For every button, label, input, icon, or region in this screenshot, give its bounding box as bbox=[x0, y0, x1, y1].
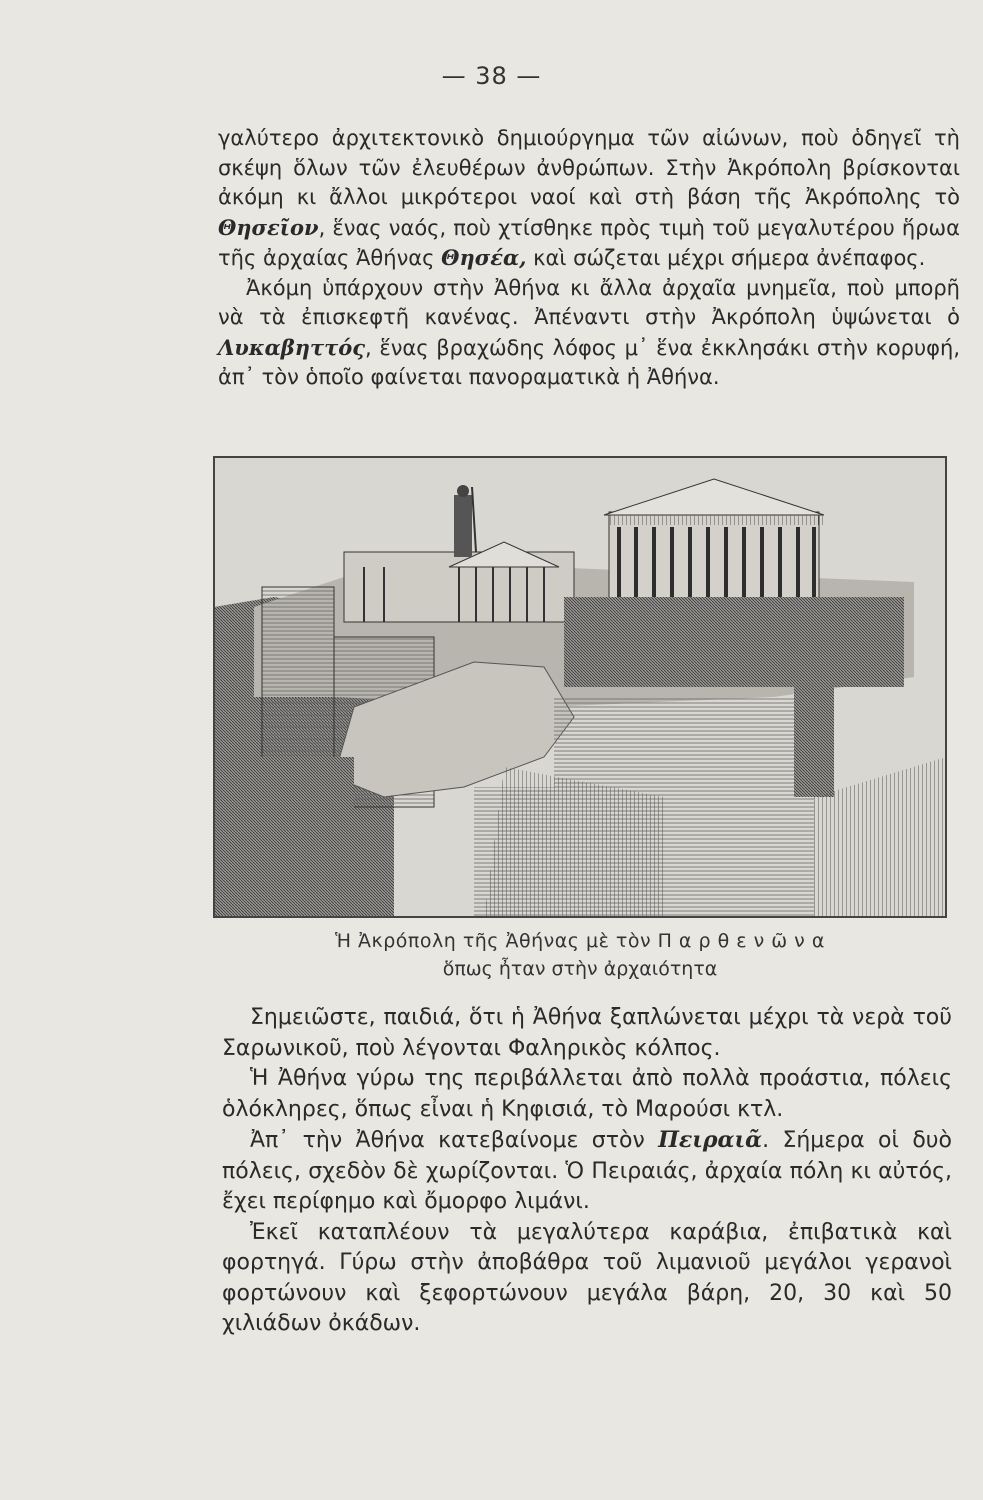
emphasized-term: Θησεῖον bbox=[218, 214, 319, 240]
text-run: Σημειῶστε, παιδιά, ὅτι ἡ Ἀθήνα ξαπλώνεται μέχρι τὰ νερὰ τοῦ Σαρωνικοῦ, ποὺ λέγονται Φαληρικὸς κόλπος. bbox=[222, 1005, 952, 1061]
paragraph bbox=[222, 1064, 952, 1125]
text-run: , ἕνας ναός, ποὺ χτίσθηκε πρὸς τιμὴ τοῦ μεγαλυτέρου ἥρωα τῆς ἀρχαίας Ἀθήνας bbox=[218, 215, 960, 270]
emphasized-term: Θησέα, bbox=[441, 245, 527, 270]
top-text-block bbox=[218, 124, 960, 393]
figure-caption-line2: ὅπως ἦταν στὴν ἀρχαιότητα bbox=[442, 958, 718, 980]
text-run: καὶ σώζεται μέχρι σήμερα ἀνέπαφος. bbox=[526, 246, 926, 270]
text-run: Ἀπ᾿ τὴν Ἀθήνα κατεβαίνομε στὸν bbox=[250, 1128, 659, 1153]
text-run: , ἕνας βραχώδης λόφος μ᾿ ἕνα ἐκκλησάκι στὴν κορυφή, ἀπ᾿ τὸν ὁποῖο φαίνεται πανοραματικὰ ἡ Ἀθήνα. bbox=[218, 335, 960, 389]
acropolis-illustration bbox=[213, 456, 947, 918]
emphasized-term: Λυκαβηττός bbox=[218, 334, 366, 360]
bottom-text-block bbox=[222, 1003, 952, 1340]
page-number: — 38 — bbox=[441, 62, 542, 90]
paragraph bbox=[222, 1218, 952, 1340]
text-run: Ἀκόμη ὑπάρχουν στὴν Ἀθήνα κι ἄλλα ἀρχαῖα μνημεῖα, ποὺ μπορῆ νὰ τὰ ἐπισκεφτῆ κανένας. Ἀπέναντι στὴν Ἀκρόπολη ὑψώνεται ὁ bbox=[218, 275, 960, 329]
text-run: Ἐκεῖ καταπλέουν τὰ μεγαλύτερα καράβια, ἐπιβατικὰ καὶ φορτηγά. Γύρω στὴν ἀποβάθρα τοῦ λιμανιοῦ μεγάλοι γερανοὶ φορτώνουν καὶ ξεφορτώνουν μεγάλα βάρη, 20, 30 καὶ 50 χιλιάδων ὀκάδων. bbox=[222, 1219, 952, 1336]
text-run: Ἡ Ἀθήνα γύρω της περιβάλλεται ἀπὸ πολλὰ προάστια, πόλεις ὁλόκληρες, ὅπως εἶναι ἡ Κηφισιά, τὸ Μαρούσι κτλ. bbox=[222, 1066, 952, 1122]
paragraph bbox=[222, 1003, 952, 1064]
paragraph bbox=[218, 124, 960, 274]
text-run: γαλύτερο ἀρχιτεκτονικὸ δημιούργημα τῶν αἰώνων, ποὺ ὁδηγεῖ τὴ σκέψη ὅλων τῶν ἐλευθέρων ἀνθρώπων. Στὴν Ἀκρόπολη βρίσκονται ἀκόμη κι ἄλλοι μικρότεροι ναοί καὶ στὴ βάση τῆς Ἀκρόπολης τὸ bbox=[218, 126, 960, 209]
emphasized-term: Πειραιᾶ bbox=[658, 1127, 763, 1153]
text-run: . Σήμερα οἱ δυὸ πόλεις, σχεδὸν δὲ χωρίζονται. Ὁ Πειραιάς, ἀρχαία πόλη κι αὐτός, ἔχει περίφημο καὶ ὄμορφο λιμάνι. bbox=[222, 1128, 952, 1214]
paragraph bbox=[222, 1125, 952, 1218]
paragraph bbox=[218, 274, 960, 393]
figure-caption-line1: Ἡ Ἀκρόπολη τῆς Ἀθήνας μὲ τὸν Π α ρ θ ε ν ῶ ν α bbox=[335, 930, 825, 952]
